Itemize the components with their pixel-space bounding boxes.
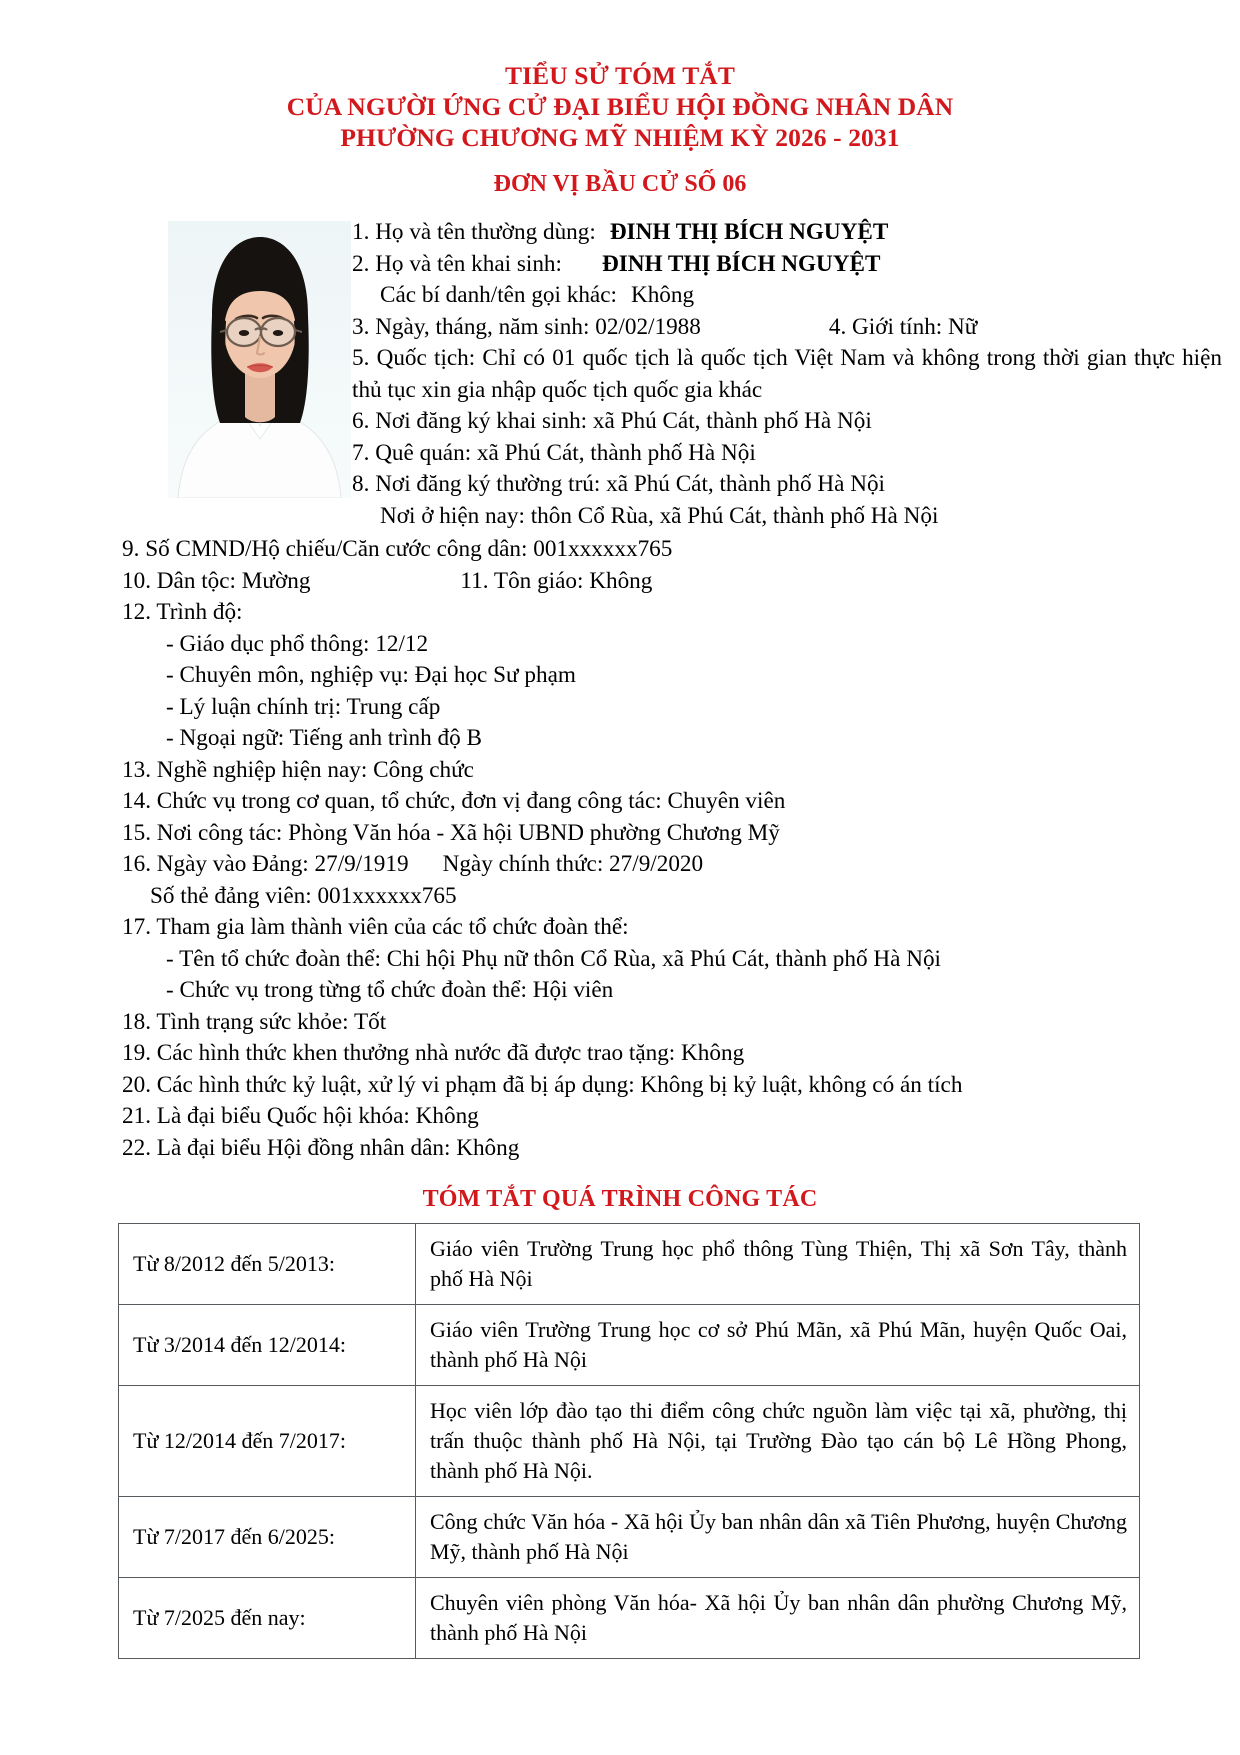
work-period: Từ 8/2012 đến 5/2013: bbox=[119, 1224, 416, 1305]
work-period: Từ 7/2025 đến nay: bbox=[119, 1578, 416, 1659]
item-17: 17. Tham gia làm thành viên của các tổ chức đoàn thể: bbox=[122, 914, 629, 940]
election-unit-title: ĐƠN VỊ BẦU CỬ SỐ 06 bbox=[493, 171, 747, 197]
item-10-11 bbox=[122, 566, 1200, 598]
document-header bbox=[0, 0, 1240, 199]
header-line-1: TIỂU SỬ TÓM TẮT bbox=[505, 61, 735, 90]
item-15: 15. Nơi công tác: Phòng Văn hóa - Xã hội UBND phường Chương Mỹ bbox=[122, 819, 780, 846]
item-12: 12. Trình độ: bbox=[122, 599, 243, 625]
item-9: 9. Số CMND/Hộ chiếu/Căn cước công dân: 001xxxxxx765 bbox=[122, 536, 673, 562]
item-2-label: 2. Họ và tên khai sinh: bbox=[352, 250, 562, 277]
item-16-join-date: 16. Ngày vào Đảng: 27/9/1919 bbox=[122, 851, 409, 877]
work-description: Giáo viên Trường Trung học phổ thông Tùng Thiện, Thị xã Sơn Tây, thành phố Hà Nội bbox=[416, 1224, 1140, 1305]
work-period: Từ 7/2017 đến 6/2025: bbox=[119, 1497, 416, 1578]
work-history-body bbox=[119, 1224, 1140, 1659]
profile-main-block bbox=[122, 534, 1200, 1164]
item-22: 22. Là đại biểu Hội đồng nhân dân: Không bbox=[122, 1134, 520, 1161]
table-row bbox=[119, 1497, 1140, 1578]
item-3-4 bbox=[352, 312, 1222, 344]
item-1-value: ĐINH THỊ BÍCH NGUYỆT bbox=[609, 219, 889, 245]
item-7: 7. Quê quán: xã Phú Cát, thành phố Hà Nội bbox=[352, 439, 756, 466]
item-1 bbox=[352, 217, 1222, 249]
item-17-a: - Tên tổ chức đoàn thể: Chi hội Phụ nữ thôn Cổ Rùa, xã Phú Cát, thành phố Hà Nội bbox=[166, 945, 942, 972]
item-12-d: - Ngoại ngữ: Tiếng anh trình độ B bbox=[166, 725, 482, 751]
item-16 bbox=[122, 849, 1200, 881]
item-16-official-date: Ngày chính thức: 27/9/2020 bbox=[442, 851, 704, 877]
item-8: 8. Nơi đăng ký thường trú: xã Phú Cát, thành phố Hà Nội bbox=[352, 471, 885, 497]
work-description: Chuyên viên phòng Văn hóa- Xã hội Ủy ban nhân dân phường Chương Mỹ, thành phố Hà Nội bbox=[416, 1578, 1140, 1659]
item-12-b: - Chuyên môn, nghiệp vụ: Đại học Sư phạm bbox=[166, 662, 576, 688]
profile-top-block bbox=[352, 217, 1222, 532]
work-history-table bbox=[118, 1223, 1140, 1659]
profile-body bbox=[0, 217, 1240, 1659]
table-row bbox=[119, 1578, 1140, 1659]
item-3: 3. Ngày, tháng, năm sinh: 02/02/1988 bbox=[352, 313, 701, 340]
item-12-a: - Giáo dục phổ thông: 12/12 bbox=[166, 630, 429, 657]
item-2-value: ĐINH THỊ BÍCH NGUYỆT bbox=[601, 250, 881, 277]
table-row bbox=[119, 1224, 1140, 1305]
item-19: 19. Các hình thức khen thưởng nhà nước đã được trao tặng: Không bbox=[122, 1040, 745, 1066]
item-18: 18. Tình trạng sức khỏe: Tốt bbox=[122, 1008, 387, 1035]
item-20: 20. Các hình thức kỷ luật, xử lý vi phạm đã bị áp dụng: Không bị kỷ luật, không có án tích bbox=[122, 1071, 963, 1098]
item-17-b: - Chức vụ trong từng tổ chức đoàn thể: Hội viên bbox=[166, 977, 614, 1003]
item-8-current-address: Nơi ở hiện nay: thôn Cổ Rùa, xã Phú Cát, thành phố Hà Nội bbox=[380, 502, 939, 529]
item-1-label: 1. Họ và tên thường dùng: bbox=[352, 219, 596, 245]
work-period: Từ 3/2014 đến 12/2014: bbox=[119, 1305, 416, 1386]
table-row bbox=[119, 1305, 1140, 1386]
work-period: Từ 12/2014 đến 7/2017: bbox=[119, 1386, 416, 1497]
item-16-card-number: Số thẻ đảng viên: 001xxxxxx765 bbox=[150, 882, 457, 909]
table-row bbox=[119, 1386, 1140, 1497]
alias-value: Không bbox=[630, 282, 695, 308]
item-5: 5. Quốc tịch: Chỉ có 01 quốc tịch là quốc tịch Việt Nam và không trong thời gian thực hiện thủ tục xin gia nhập quốc tịch quốc gia khác bbox=[352, 345, 1222, 403]
item-6: 6. Nơi đăng ký khai sinh: xã Phú Cát, thành phố Hà Nội bbox=[352, 408, 872, 434]
work-description: Công chức Văn hóa - Xã hội Ủy ban nhân dân xã Tiên Phương, huyện Chương Mỹ, thành phố Hà Nội bbox=[416, 1497, 1140, 1578]
header-line-2: CỦA NGƯỜI ỨNG CỬ ĐẠI BIỂU HỘI ĐỒNG NHÂN DÂN bbox=[286, 92, 954, 121]
item-alias bbox=[380, 280, 1222, 312]
work-description: Học viên lớp đào tạo thi điểm công chức nguồn làm việc tại xã, phường, thị trấn thuộc thành phố Hà Nội, tại Trường Đào tạo cán bộ Lê Hồng Phong, thành phố Hà Nội. bbox=[416, 1386, 1140, 1497]
work-description: Giáo viên Trường Trung học cơ sở Phú Mãn, xã Phú Mãn, huyện Quốc Oai, thành phố Hà Nội bbox=[416, 1305, 1140, 1386]
header-line-3: PHƯỜNG CHƯƠNG MỸ NHIỆM KỲ 2026 - 2031 bbox=[340, 123, 900, 152]
alias-label: Các bí danh/tên gọi khác: bbox=[380, 282, 617, 308]
item-11: 11. Tôn giáo: Không bbox=[460, 567, 653, 594]
item-12-c: - Lý luận chính trị: Trung cấp bbox=[166, 693, 441, 720]
item-4: 4. Giới tính: Nữ bbox=[828, 313, 978, 340]
item-13: 13. Nghề nghiệp hiện nay: Công chức bbox=[122, 756, 474, 783]
work-history-title: TÓM TẮT QUÁ TRÌNH CÔNG TÁC bbox=[422, 1186, 818, 1212]
item-10: 10. Dân tộc: Mường bbox=[122, 567, 311, 594]
item-21: 21. Là đại biểu Quốc hội khóa: Không bbox=[122, 1103, 479, 1129]
item-14: 14. Chức vụ trong cơ quan, tổ chức, đơn vị đang công tác: Chuyên viên bbox=[122, 788, 786, 814]
item-2 bbox=[352, 249, 1222, 281]
